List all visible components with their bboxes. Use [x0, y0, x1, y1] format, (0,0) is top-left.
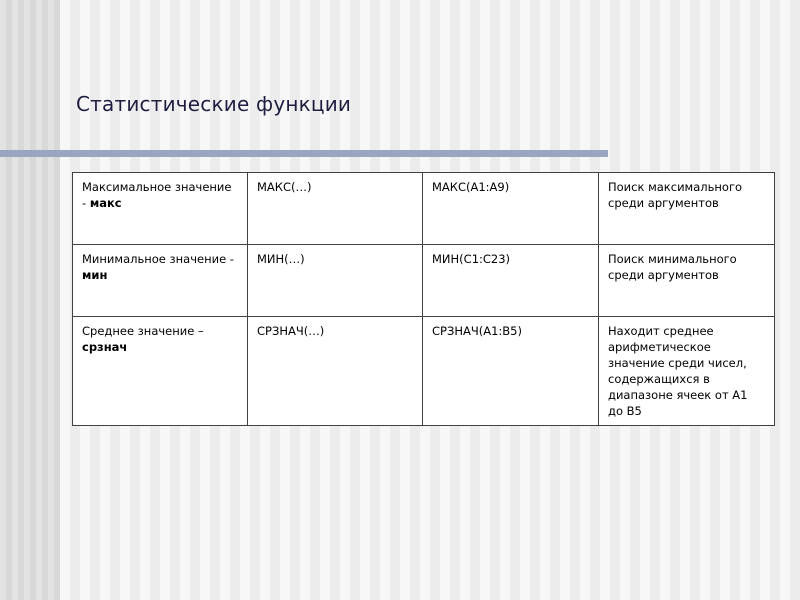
slide-title: Статистические функции [76, 92, 352, 116]
title-underline-bar [0, 150, 608, 157]
function-description-cell: Находит среднее арифметическое значение среди чисел, содержащихся в диапазоне ячеек от А1 до В5 [599, 317, 775, 426]
function-example-cell: МАКС(А1:А9) [423, 173, 599, 245]
function-name-text: Минимальное значение - [82, 252, 234, 266]
function-name-text: Максимальное значение - [82, 180, 232, 210]
functions-table [72, 172, 775, 426]
table-row [73, 245, 775, 317]
function-short-name: мин [82, 268, 108, 282]
function-description-cell: Поиск максимального среди аргументов [599, 173, 775, 245]
decorative-left-band [0, 0, 60, 600]
function-name-cell [73, 317, 248, 426]
function-name-text: Среднее значение – [82, 324, 204, 338]
function-syntax-cell: СРЗНАЧ(…) [248, 317, 423, 426]
function-description-cell: Поиск минимального среди аргументов [599, 245, 775, 317]
table-row [73, 317, 775, 426]
function-name-cell [73, 173, 248, 245]
function-syntax-cell: МИН(…) [248, 245, 423, 317]
function-syntax-cell: МАКС(…) [248, 173, 423, 245]
function-example-cell: МИН(С1:С23) [423, 245, 599, 317]
function-short-name: срзнач [82, 340, 128, 354]
function-name-cell [73, 245, 248, 317]
function-example-cell: СРЗНАЧ(А1:В5) [423, 317, 599, 426]
table-row [73, 173, 775, 245]
function-short-name: макс [89, 196, 122, 210]
